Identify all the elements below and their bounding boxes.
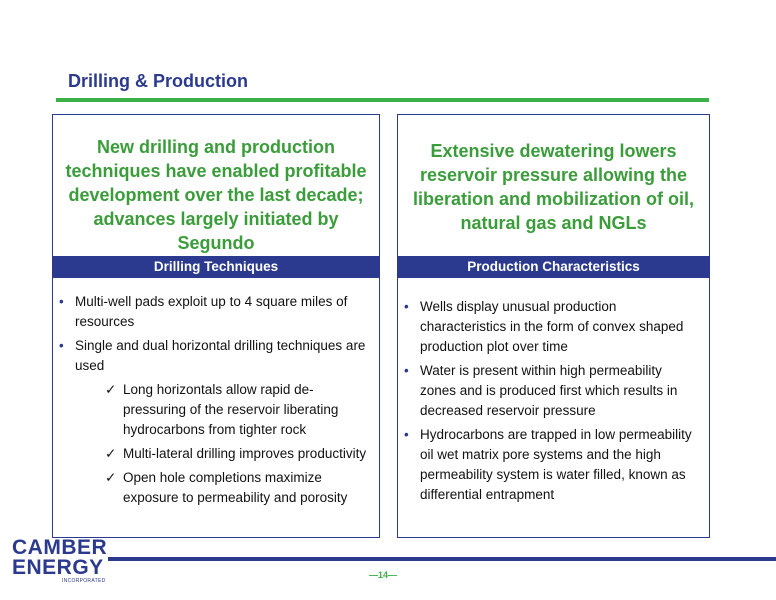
- drilling-bullet-list: [59, 292, 371, 512]
- check-list: [75, 380, 371, 508]
- checkmark-icon: ✓: [105, 382, 117, 397]
- check-item: [105, 468, 371, 508]
- production-bullet-list: [404, 297, 701, 509]
- checkmark-icon: ✓: [105, 446, 117, 461]
- title-underline: [56, 98, 709, 102]
- check-item: [105, 380, 371, 440]
- check-item-text: Long horizontals allow rapid de-pressuring of the reservoir liberating hydrocarbons from tighter rock: [123, 382, 339, 437]
- checkmark-icon: ✓: [105, 470, 117, 485]
- bullet-item-text: Single and dual horizontal drilling techniques are used: [75, 338, 366, 373]
- slide-title: Drilling & Production: [68, 71, 248, 91]
- check-item-text: Multi-lateral drilling improves productivity: [123, 446, 367, 461]
- logo-line-camber: CAMBER: [12, 536, 108, 559]
- production-headline: Extensive dewatering lowers reservoir pressure allowing the liberation and mobilization of oil, natural gas and NGLs: [413, 141, 694, 233]
- page-number: —14—: [369, 570, 398, 580]
- drilling-techniques-band: Drilling Techniques: [52, 256, 380, 278]
- bullet-item: [59, 336, 371, 508]
- bullet-item: • Hydrocarbons are trapped in low permeability oil wet matrix pore systems and the high permeability system is water filled, known as differential entrapment: [404, 425, 701, 505]
- bullet-item: • Wells display unusual production characteristics in the form of convex shaped production plot over time: [404, 297, 701, 357]
- bullet-item: • Multi-well pads exploit up to 4 square miles of resources: [59, 292, 371, 332]
- logo-subtitle: INCORPORATED: [62, 578, 106, 584]
- logo-line-energy: ENERGY: [12, 556, 104, 579]
- footer-rule: [108, 557, 776, 561]
- production-panel: [397, 114, 710, 538]
- check-item-text: Open hole completions maximize exposure to permeability and porosity: [123, 470, 348, 505]
- bullet-item: • Water is present within high permeability zones and is produced first which results in decreased reservoir pressure: [404, 361, 701, 421]
- check-item: [105, 444, 371, 464]
- drilling-panel: [52, 114, 380, 538]
- camber-energy-logo: [12, 538, 107, 584]
- production-characteristics-band: Production Characteristics: [397, 256, 710, 278]
- drilling-headline: New drilling and production techniques have enabled profitable development over the last decade; advances largely initiated by Segundo: [65, 137, 367, 253]
